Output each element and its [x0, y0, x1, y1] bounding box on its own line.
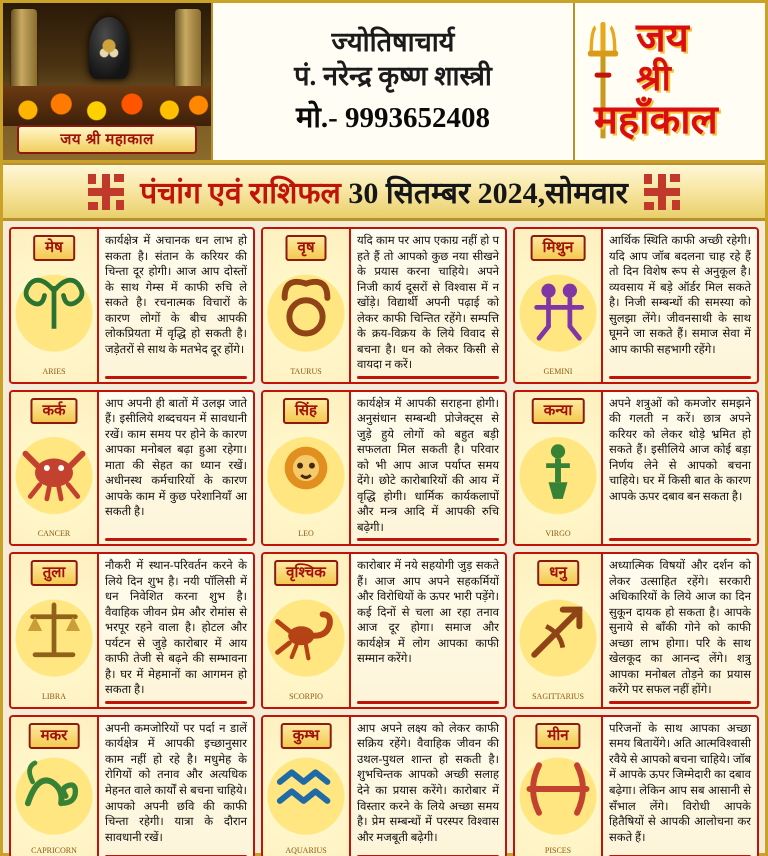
sagittarius-archer-icon — [520, 593, 596, 669]
leo-lion-icon — [268, 430, 344, 506]
zodiac-sign-art — [263, 229, 351, 382]
zodiac-sub: LIBRA — [42, 691, 66, 701]
zodiac-sign-art — [263, 554, 351, 707]
zodiac-sub: AQUARIUS — [285, 845, 327, 855]
astrologer-mobile: मो.- 9993652408 — [295, 102, 490, 135]
zodiac-sign-art — [11, 717, 99, 856]
capricorn-goat-icon — [16, 751, 92, 827]
card-underline — [105, 538, 247, 541]
zodiac-card-kanya[interactable] — [513, 390, 759, 547]
zodiac-sub: GEMINI — [543, 366, 573, 376]
zodiac-prediction: नौकरी में स्थान-परिवर्तन करने के लिये दिन शुभ है। नयी पॉलिसी में धन निवेशित करना शुभ है। वैवाहिक जीवन प्रेम और रोमांस से भरपूर रहने वाला है। होटल और पर्यटन से जुड़े कारोबार में आय काफी तेजी से बढ़ने की सम्भावना है। घर में मेहमानों का आगमन हो सकता है। — [99, 554, 253, 707]
flower-offering-icon — [3, 86, 211, 126]
zodiac-sign-art — [11, 392, 99, 545]
libra-scales-icon — [16, 593, 92, 669]
zodiac-sign-art — [515, 554, 603, 707]
zodiac-sign-art — [515, 717, 603, 856]
astrologer-name: पं. नरेन्द्र कृष्ण शास्त्री — [294, 60, 492, 91]
zodiac-card-kumbh[interactable] — [261, 715, 507, 856]
zodiac-prediction: अपने शत्रुओं को कमजोर समझने की गलती न करें। छात्र अपने करियर को लेकर थोड़े भ्रमित हो सकते हैं। इसीलिये आज कोई बड़ा निर्णय लेने से आपको बचना चाहिये। घर में किसी बात के कारण आपके ऊपर दबाव बन सकता है। — [603, 392, 757, 545]
page-title-main: पंचांग एवं राशिफल — [140, 177, 341, 210]
page-title-date: 30 सितम्बर 2024,सोमवार — [348, 177, 628, 210]
logo-word-shri: श्री — [636, 57, 671, 98]
cancer-crab-icon — [16, 430, 92, 506]
card-underline — [609, 538, 751, 541]
zodiac-sign-art — [11, 229, 99, 382]
zodiac-name: कन्या — [532, 398, 585, 424]
card-underline — [105, 701, 247, 704]
photo-caption: जय श्री महाकाल — [17, 125, 197, 154]
card-underline — [609, 701, 751, 704]
card-underline — [357, 538, 499, 541]
zodiac-prediction: अपनी कमजोरियों पर पर्दा न डालें कार्यक्षेत्र में आपकी इच्छानुसार काम नहीं हो रहे है। मधुमेह के रोगियों को तनाव और अत्यधिक मेहनत वाले कार्यों से बचना चाहिये। आपको अपनी छवि की काफी चिन्ता रहेगी। यात्रा के दौरान सावधानी रखें। — [99, 717, 253, 856]
astrologer-info — [213, 3, 573, 160]
aries-ram-icon — [16, 267, 92, 343]
zodiac-name: कर्क — [30, 398, 77, 424]
logo-word-jai: जय — [636, 14, 689, 60]
zodiac-prediction: यदि काम पर आप एकाग्र नहीं हो प हते हैं तो आपको कुछ नया सीखने के प्रयास करना चाहिये। अपने निजी कार्य दूसरों से विश्वास में न खोंड़े। विद्यार्थी अपनी पढ़ाई को लेकर काफी चिन्तित रहेंगे। सम्पत्ति के क्रय-विक्रय के लिये विवाद से बचना है। धन को लेकर किसी से वायदा न करें। — [351, 229, 505, 382]
zodiac-card-tula[interactable] — [9, 552, 255, 709]
panchang-title-bar — [3, 163, 765, 221]
shivling-face-icon — [97, 33, 121, 65]
zodiac-sign-art — [11, 554, 99, 707]
swastik-icon — [86, 172, 126, 212]
card-underline — [609, 376, 751, 379]
zodiac-prediction: परिजनों के साथ आपका अच्छा समय बितायेंगे। अति आत्मविश्वासी रवैये से आपको बचना चाहिये। जॉब में आपके ऊपर जिम्मेदारी का दबाव बढ़ेगा। लेकिन आप सब आसानी से सँभाल लेंगे। विरोधी आपके हितैषियों से आपकी आलोचना कर सकते हैं। — [603, 717, 757, 856]
zodiac-name: मेष — [33, 235, 75, 261]
zodiac-sub: SCORPIO — [289, 691, 323, 701]
zodiac-name: सिंह — [283, 398, 329, 424]
zodiac-prediction: आप अपनी ही बातों में उलझ जाते हैं। इसीलिये शब्दचयन में सावधानी रखें। काम समय पर होने के कारण आपका मनोबल बढ़ा हुआ रहेगा। माता की सेहत का ध्यान रखें। अधीनस्थ कर्मचारियों के कारण आपके काम में कुछ परेशानियाँ आ सकती है। — [99, 392, 253, 545]
zodiac-card-sinh[interactable] — [261, 390, 507, 547]
gemini-twins-icon — [520, 267, 596, 343]
zodiac-card-vrishchik[interactable] — [261, 552, 507, 709]
logo-word-mahakal: महाँकाल — [594, 96, 718, 142]
zodiac-sub: SAGITTARIUS — [532, 691, 584, 701]
zodiac-card-meen[interactable] — [513, 715, 759, 856]
zodiac-card-makar[interactable] — [9, 715, 255, 856]
page-header — [3, 3, 765, 163]
swastik-icon — [642, 172, 682, 212]
zodiac-grid — [3, 221, 765, 856]
zodiac-sub: CANCER — [37, 529, 71, 539]
card-underline — [357, 701, 499, 704]
zodiac-name: तुला — [31, 560, 78, 586]
zodiac-sign-art — [515, 392, 603, 545]
zodiac-card-vrish[interactable] — [261, 227, 507, 384]
scorpio-scorpion-icon — [268, 593, 344, 669]
card-underline — [357, 376, 499, 379]
zodiac-sign-art — [263, 392, 351, 545]
aquarius-waterbearer-icon — [268, 751, 344, 827]
zodiac-sub: LEO — [298, 529, 314, 539]
shivling-icon — [89, 17, 129, 79]
zodiac-prediction: कारोबार में नये सहयोगी जुड़ सकते हैं। आज आप अपने सहकर्मियों और विरोधियों के ऊपर भारी पड़ेंगे। कई दिनों से चला आ रहा तनाव आज दूर होगा। समाज और कार्यक्षेत्र में लोग आपका काफी सम्मान करेंगे। — [351, 554, 505, 707]
zodiac-sign-art — [515, 229, 603, 382]
temple-photo — [3, 3, 213, 160]
zodiac-prediction: आप अपने लक्ष्य को लेकर काफी सक्रिय रहेंगे। वैवाहिक जीवन की उथल-पुथल शान्त हो सकती है। शुभचिन्तक आपको अच्छी सलाह देने का प्रयास करेंगे। कारोबार में विस्तार करने के लिये अच्छा समय है। प्रेम सम्बन्धों में परस्पर विश्वास और मजबूती बढ़ेगी। — [351, 717, 505, 856]
zodiac-sub: PISCES — [544, 845, 572, 855]
brand-logo — [573, 3, 765, 160]
zodiac-prediction: कार्यक्षेत्र में अचानक धन लाभ हो सकता है। संतान के करियर की चिन्ता दूर होगी। आज आप दोस्तों के साथ गेम्स में काफी रुचि ले सकते है। रचनात्मक विचारों के कारण लोगों के बीच आपकी लोकप्रियता में वृद्धि हो सकती है। जड़ेतरों से साथ के मतभेद दूर होंगे। — [99, 229, 253, 382]
zodiac-prediction: अध्यात्मिक विषयों और दर्शन को लेकर उत्साहित रहेंगे। सरकारी अधिकारियों के लिये आज का दिन सुकून दायक हो सकता है। आपके सुनाये से बाँकी गोने को काफी अच्छा लाभ होगा। परि के साथ खेलकूद का आनन्द लेंगे। शत्रु आपका मनोबल तोड़ने का प्रयास करेंगे पर सफल नहीं होंगे। — [603, 554, 757, 707]
zodiac-name: वृष — [285, 235, 326, 261]
zodiac-name: वृश्चिक — [274, 560, 338, 586]
zodiac-card-dhanu[interactable] — [513, 552, 759, 709]
taurus-bull-icon — [268, 267, 344, 343]
zodiac-sign-art — [263, 717, 351, 856]
zodiac-sub: TAURUS — [290, 366, 322, 376]
zodiac-name: कुम्भ — [281, 723, 332, 749]
zodiac-name: मीन — [535, 723, 580, 749]
zodiac-sub: CAPRICORN — [31, 845, 77, 855]
zodiac-sub: VIRGO — [545, 529, 571, 539]
zodiac-name: मिथुन — [531, 235, 586, 261]
zodiac-sub: ARIES — [42, 366, 66, 376]
zodiac-name: मकर — [29, 723, 80, 749]
astrologer-title: ज्योतिषाचार्य — [331, 26, 455, 57]
page-title — [140, 171, 628, 212]
zodiac-card-mithun[interactable] — [513, 227, 759, 384]
zodiac-card-mesh[interactable] — [9, 227, 255, 384]
zodiac-prediction: कार्यक्षेत्र में आपकी सराहना होगी। अनुसंधान सम्बन्धी प्रोजेक्ट्स से जुड़े हुये लोगों को बहुत बड़ी सफलता मिल सकती है। परिवार को भी आप आज पर्याप्त समय देंगे। छोटे कारोबारियों की आय में वृद्धि होगी। धार्मिक कार्यकलापों और मन्त्र आदि में आपकी रुचि बढ़ेगी। — [351, 392, 505, 545]
zodiac-card-kark[interactable] — [9, 390, 255, 547]
virgo-maiden-icon — [520, 430, 596, 506]
zodiac-name: धनु — [537, 560, 579, 586]
card-underline — [105, 376, 247, 379]
zodiac-prediction: आर्थिक स्थिति काफी अच्छी रहेगी। यदि आप जॉब बदलना चाह रहे हैं तो दिन विशेष रूप से अनुकूल है। व्यवसाय में बड़े ऑर्डर मिल सकते है। निजी सम्बन्धों की समस्या को सुलझा लेंगे। जीवनसाथी के साथ घूमने जा सकते हैं। समाज सेवा में आप काफी सहभागी रहेंगे। — [603, 229, 757, 382]
pisces-fish-icon — [520, 751, 596, 827]
